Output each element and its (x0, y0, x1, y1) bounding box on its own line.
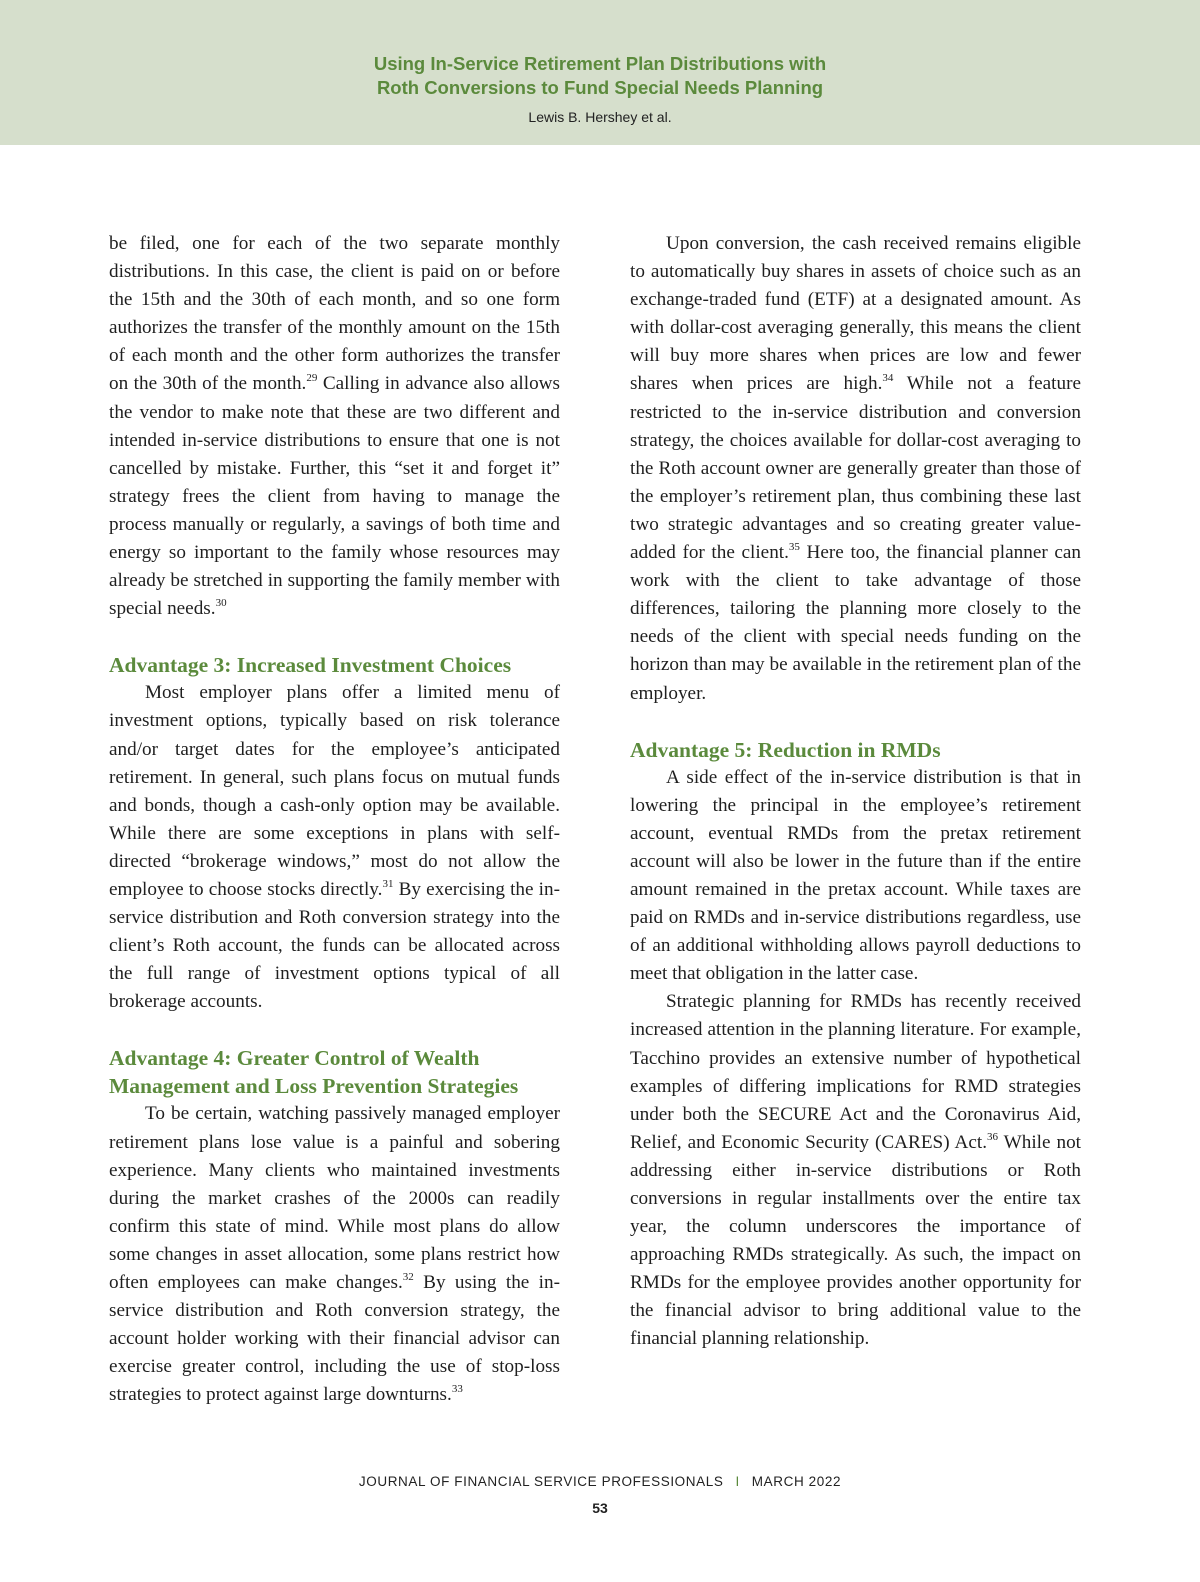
paragraph-text: A side effect of the in-service distribution is that in lowering the principal in the employee’s retirement account, eventual RMDs from the pretax retirement account will also be lower in the future than if the entire amount remained in the pretax account. While taxes are paid on RMDs and in-service distributions regardless, use of an additional withholding allows payroll deductions to meet that obligation in the latter case. (630, 766, 1081, 985)
section-heading-advantage-3: Advantage 3: Increased Investment Choices (109, 653, 512, 678)
heading-line: Advantage 4: Greater Control of Wealth (109, 1046, 480, 1071)
paragraph-text: To be certain, watching passively managed employer retirement plans lose value is a painful and sobering experience. Many clients who maintained investments during the market crashes of the 2000s can readily confirm this state of mind. While most plans do allow some changes in asset allocation, some plans restrict how often employees can make changes. (109, 1103, 560, 1293)
paragraph-text: be filed, one for each of the two separate monthly distributions. In this case, the client is paid on or before the 15th and the 30th of each month, and so one form authorizes the transfer of the monthly amount on the 15th of each month and the other form authorizes the transfer on the 30th of the month. (109, 233, 560, 395)
left-column (109, 230, 560, 1409)
footnote-ref[interactable]: 29 (306, 372, 318, 385)
paragraph-continued (109, 230, 560, 623)
paragraph-text: Upon conversion, the cash received remains eligible to automatically buy shares in assets of choice such as an exchange-traded fund (ETF) at a designated amount. As with dollar-cost averaging generally, this means the client will buy more shares when prices are low and fewer shares when prices are high. (630, 233, 1081, 395)
footnote-ref[interactable]: 33 (451, 1383, 463, 1396)
heading-line: Management and Loss Prevention Strategies (109, 1074, 519, 1099)
issue-date: MARCH 2022 (751, 1474, 842, 1489)
paragraph (630, 764, 1081, 989)
article-title-line-2: Roth Conversions to Fund Special Needs Planning (376, 77, 824, 98)
article-title (0, 52, 1200, 100)
paragraph (109, 1100, 560, 1409)
article-title-line-1: Using In-Service Retirement Plan Distributions with (373, 53, 827, 74)
running-footer (0, 1474, 1200, 1489)
paragraph-text: By using the in-service distribution and Roth conversion strategy, the account holder working with their financial advisor can exercise greater control, including the use of stop-loss strategies to protect against large downturns. (109, 1272, 560, 1406)
section-heading-advantage-4 (109, 1044, 560, 1100)
right-column (630, 230, 1081, 1354)
paragraph-text: Strategic planning for RMDs has recently received increased attention in the planning literature. For example, Tacchino provides an extensive number of hypothetical examples of differing implications for RMD strategies under both the SECURE Act and the Coronavirus Aid, Relief, and Economic Security (CARES) Act. (630, 991, 1081, 1153)
paragraph (630, 230, 1081, 708)
journal-name: JOURNAL OF FINANCIAL SERVICE PROFESSIONALS (358, 1474, 724, 1489)
footnote-ref[interactable]: 34 (882, 372, 894, 385)
page-number: 53 (592, 1500, 608, 1516)
paragraph-text: Here too, the financial planner can work with the client to take advantage of those differences, tailoring the planning more closely to the needs of the client with special needs funding on the horizon than may be available in the retirement plan of the employer. (630, 542, 1081, 704)
footnote-ref[interactable]: 31 (382, 877, 394, 890)
paragraph-text: Calling in advance also allows the vendor to make note that these are two different and intended in-service distributions to ensure that one is not cancelled by mistake. Further, this “set it and forget it” strategy frees the client from having to manage the process manually or regularly, a savings of both time and energy so important to the family whose resources may already be stretched in supporting the family member with special needs. (109, 373, 560, 620)
article-author: Lewis B. Hershey et al. (528, 109, 672, 125)
footnote-ref[interactable]: 35 (788, 541, 800, 554)
paragraph-text: While not a feature restricted to the in-service distribution and conversion strategy, the choices available for dollar-cost averaging to the Roth account owner are generally greater than those of the employer’s retirement plan, thus combining these last two strategic advantages and so creating greater value-added for the client. (630, 373, 1082, 564)
footer-separator: I (735, 1474, 740, 1489)
paragraph-text: By exercising the in-service distribution and Roth conversion strategy into the client’s Roth account, the funds can be allocated across the full range of investment options typical of all brokerage accounts. (109, 878, 560, 1013)
paragraph (109, 679, 560, 1016)
paragraph (630, 988, 1081, 1353)
footnote-ref[interactable]: 36 (987, 1130, 999, 1143)
section-heading-advantage-5: Advantage 5: Reduction in RMDs (630, 737, 941, 762)
running-header (0, 0, 1200, 145)
paragraph-text: While not addressing either in-service distributions or Roth conversions in regular installments over the entire tax year, the column underscores the importance of approaching RMDs strategically. As such, the impact on RMDs for the employee provides another opportunity for the financial advisor to bring additional value to the financial planning relationship. (630, 1131, 1081, 1350)
footnote-ref[interactable]: 30 (215, 597, 227, 610)
footnote-ref[interactable]: 32 (402, 1271, 414, 1283)
paragraph-text: Most employer plans offer a limited menu of investment options, typically based on risk tolerance and/or target dates for the employee’s anticipated retirement. In general, such plans focus on mutual funds and bonds, though a cash-only option may be available. While there are some exceptions in plans with self-directed “brokerage windows,” most do not allow the employee to choose stocks directly. (109, 682, 560, 900)
